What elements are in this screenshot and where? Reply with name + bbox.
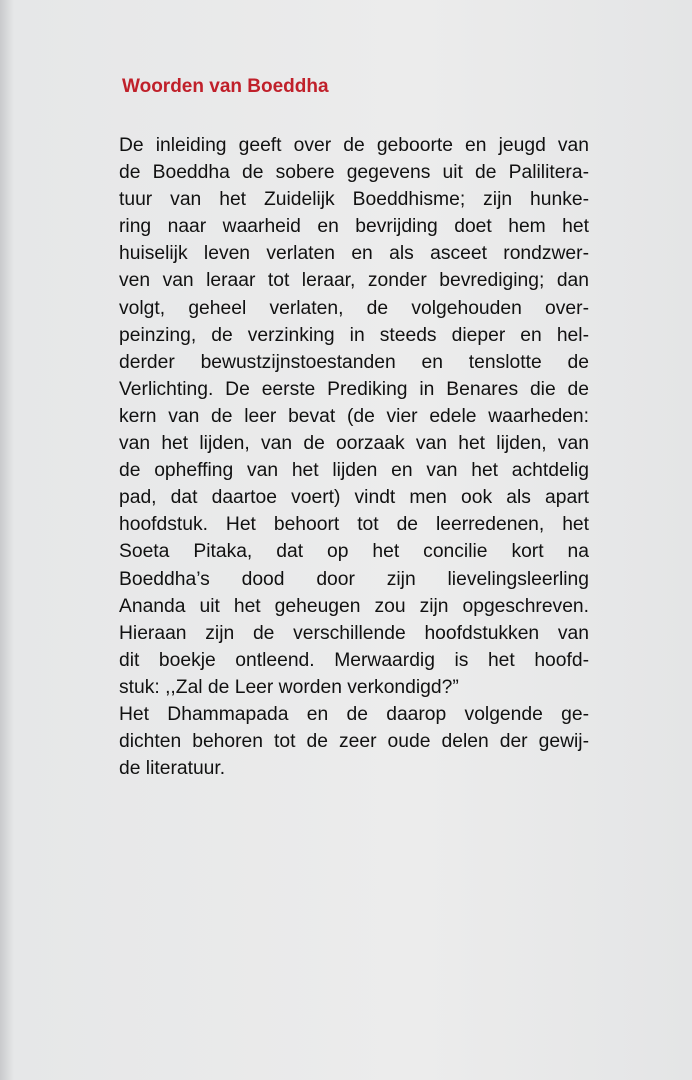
text-line: dichten behoren tot de zeer oude delen der gewij- (119, 731, 589, 753)
text-line: Verlichting. De eerste Prediking in Benares die de (119, 378, 589, 400)
text-line: pad, dat daartoe voert) vindt men ook als apart (119, 487, 589, 509)
page-title: Woorden van Boeddha (122, 76, 329, 97)
text-line: stuk: ,,Zal de Leer worden verkondigd?” (119, 676, 459, 698)
text-line: Soeta Pitaka, dat op het concilie kort na (119, 541, 589, 563)
text-line: peinzing, de verzinking in steeds dieper en hel- (119, 324, 589, 346)
text-line: de literatuur. (119, 758, 226, 780)
text-line: Het Dhammapada en de daarop volgende ge- (119, 703, 589, 725)
text-line: Boeddha’s dood door zijn lievelingsleerling (119, 568, 589, 590)
text-line: derder bewustzijnstoestanden en tenslotte de (119, 351, 589, 373)
text-line: dit boekje ontleend. Merwaardig is het hoofd- (119, 649, 589, 671)
text-line: Hieraan zijn de verschillende hoofdstukken van (119, 622, 589, 644)
text-line: ven van leraar tot leraar, zonder bevrediging; dan (119, 270, 589, 292)
text-line: tuur van het Zuidelijk Boeddhisme; zijn hunke- (119, 189, 589, 211)
text-line: van het lijden, van de oorzaak van het lijden, van (119, 433, 589, 455)
text-line: huiselijk leven verlaten en als asceet rondzwer- (119, 243, 589, 265)
text-line: ring naar waarheid en bevrijding doet hem het (119, 216, 589, 238)
text-line: de opheffing van het lijden en van het achtdelig (119, 460, 589, 482)
body-text (119, 132, 589, 782)
text-line: volgt, geheel verlaten, de volgehouden over- (119, 297, 589, 319)
text-line: hoofdstuk. Het behoort tot de leerredenen, het (119, 514, 589, 536)
text-line: De inleiding geeft over de geboorte en jeugd van (119, 135, 589, 156)
text-line: Ananda uit het geheugen zou zijn opgeschreven. (119, 595, 589, 617)
text-line: de Boeddha de sobere gegevens uit de Palilitera- (119, 162, 589, 184)
text-line: kern van de leer bevat (de vier edele waarheden: (119, 405, 589, 427)
